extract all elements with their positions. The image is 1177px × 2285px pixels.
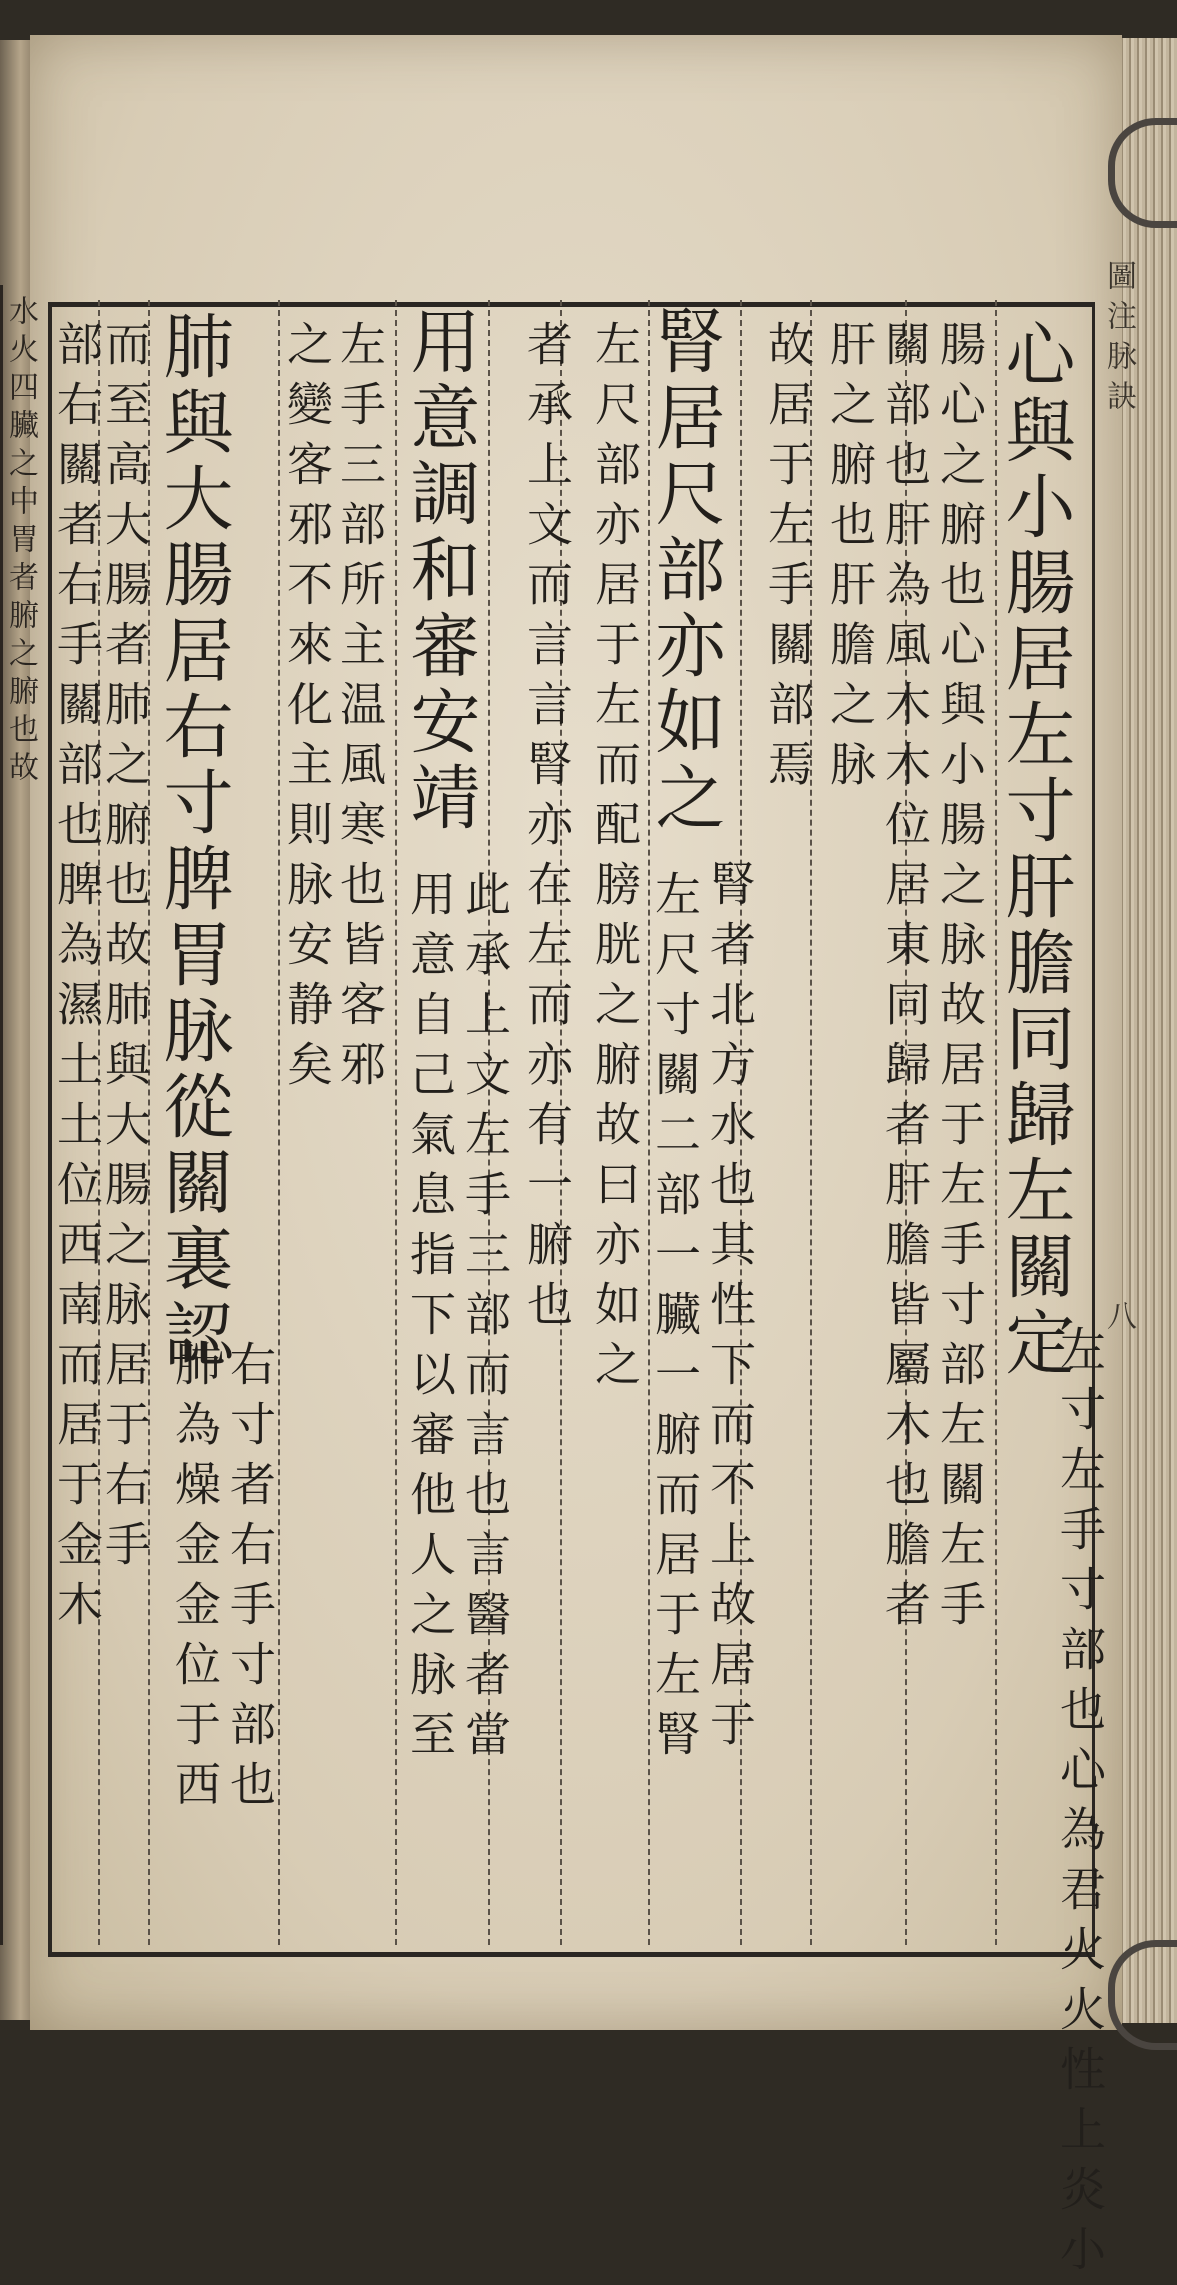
previous-leaf-edge	[0, 285, 37, 1945]
annotation-column-5a: 右寸者右手寸部也	[223, 1340, 277, 1820]
annotation-column-3b: 用意自己氣息指下以審他人之脉至	[403, 870, 457, 1770]
annotation-column-2b: 左尺部亦居于左而配膀胱之腑故曰亦如之	[588, 320, 642, 1400]
annotation-column-1a: 左寸左手寸部也心為君火火性上炎小	[1053, 1325, 1107, 2285]
verse-column-5: 肺與大腸居右寸脾胃脉從關裏認	[152, 310, 234, 1374]
binding-clip-bottom	[1108, 1940, 1177, 2050]
annotation-column-6a: 而至高大腸者肺之腑也故肺與大腸之脉居于右手	[98, 320, 152, 1580]
annotation-column-1b: 腸心之腑也心與小腸之脉故居于左手寸部左關左手	[933, 320, 987, 1640]
annotation-column-1d: 肝之腑也肝膽之脉	[823, 320, 877, 800]
verse-column-2: 腎居尺部亦如之	[644, 305, 726, 837]
annotation-column-6b: 部右關者右手關部也脾為濕土土位西南而居于金木	[50, 320, 104, 1640]
annotation-column-2c: 左尺寸關二部一臟一腑而居于左腎	[648, 870, 702, 1770]
running-title: 圖注脉訣	[1101, 260, 1136, 420]
annotation-column-2a: 腎者北方水也其性下而不上故居于	[703, 860, 757, 1760]
annotation-column-5b: 肺為燥金金位于西	[168, 1340, 222, 1820]
verse-column-3: 用意調和審安靖	[399, 305, 481, 837]
annotation-column-4a: 左手三部所主温風寒也皆客邪	[333, 320, 387, 1100]
annotation-column-3a: 此承上文左手三部而言也言醫者當	[458, 870, 512, 1770]
verse-column-1: 心與小腸居左寸肝膽同歸左關定	[994, 318, 1076, 1382]
annotation-column-4b: 之變客邪不來化主則脉安静矣	[280, 320, 334, 1100]
page-number: 八	[1101, 1300, 1136, 1330]
annotation-column-1c: 關部也肝為風木木位居東同歸者肝膽皆屬木也膽者	[878, 320, 932, 1640]
annotation-column-1e: 故居于左手關部焉	[761, 320, 815, 800]
left-leaf-text: 水火四臟之中胃者腑之腑也故	[3, 295, 38, 789]
annotation-column-2d: 者承上文而言言腎亦在左而亦有一腑也	[520, 320, 574, 1340]
column-rule	[395, 300, 397, 1945]
